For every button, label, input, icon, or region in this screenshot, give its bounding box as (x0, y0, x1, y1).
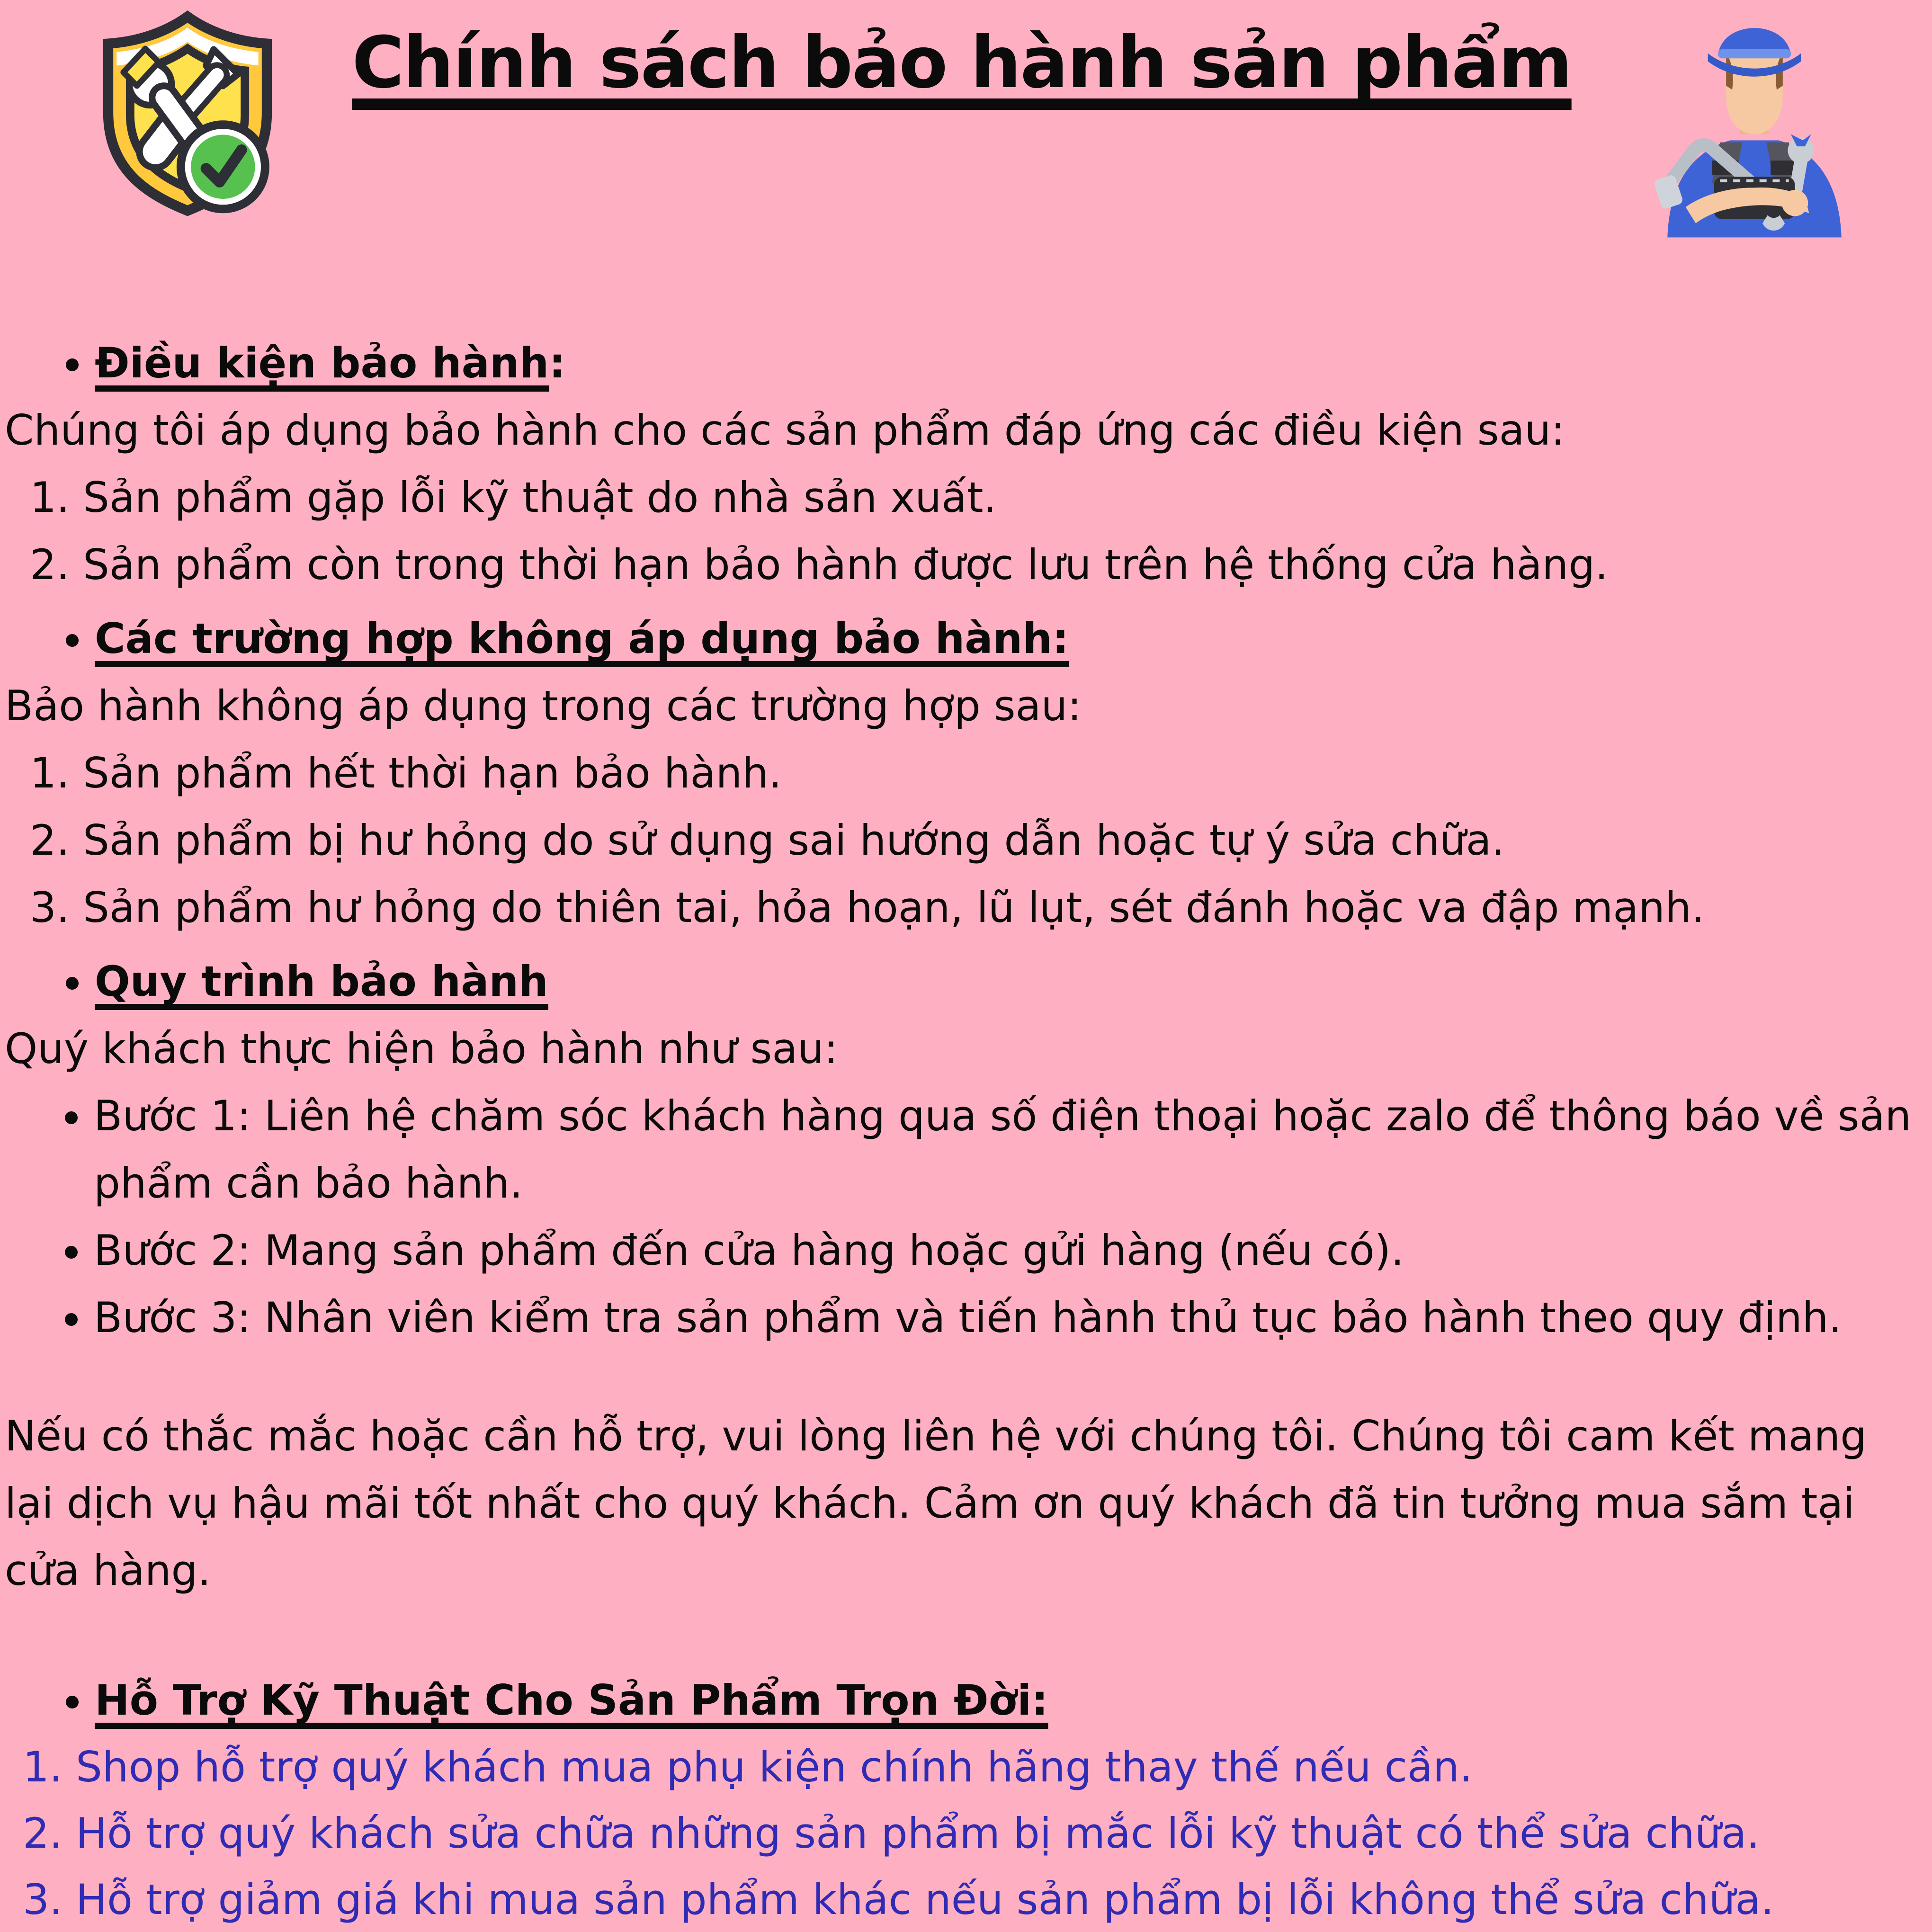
conditions-list (5, 464, 1924, 599)
list-item: 2. Sản phẩm còn trong thời hạn bảo hành được lưu trên hệ thống cửa hàng. (83, 531, 1924, 599)
list-item: 3. Sản phẩm hư hỏng do thiên tai, hỏa hoạn, lũ lụt, sét đánh hoặc va đập mạnh. (83, 874, 1924, 941)
conditions-intro: Chúng tôi áp dụng bảo hành cho các sản phẩm đáp ứng các điều kiện sau: (5, 406, 1565, 455)
policy-body (0, 330, 1932, 1932)
support-item: 3. Hỗ trợ giảm giá khi mua sản phẩm khác nếu sản phẩm bị lỗi không thể sửa chữa. (76, 1867, 1924, 1932)
closing-paragraph: Nếu có thắc mắc hoặc cần hỗ trợ, vui lòng liên hệ với chúng tôi. Chúng tôi cam kết mang lại dịch vụ hậu mãi tốt nhất cho quý khách. Cảm ơn quý khách đã tin tưởng mua sắm tại cửa hàng. (5, 1412, 1867, 1595)
step-item: • Bước 2: Mang sản phẩm đến cửa hàng hoặc gửi hàng (nếu có). (94, 1217, 1924, 1284)
heading-item (95, 330, 1924, 397)
heading-text: Quy trình bảo hành (95, 957, 548, 1006)
list-item: 2. Sản phẩm bị hư hỏng do sử dụng sai hướng dẫn hoặc tự ý sửa chữa. (83, 807, 1924, 874)
heading-text: Điều kiện bảo hành (95, 339, 549, 387)
heading-item (95, 948, 1924, 1015)
section-conditions-heading (5, 330, 1924, 397)
support-list (5, 1734, 1924, 1932)
heading-text: Các trường hợp không áp dụng bảo hành: (95, 614, 1069, 663)
page-title (280, 22, 1643, 104)
exclusions-list (5, 740, 1924, 941)
heading-item (95, 1667, 1924, 1734)
support-item: 1. Shop hỗ trợ quý khách mua phụ kiện chính hãng thay thế nếu cần. (76, 1734, 1924, 1800)
exclusions-intro: Bảo hành không áp dụng trong các trường hợp sau: (5, 681, 1082, 730)
list-item: 1. Sản phẩm hết thời hạn bảo hành. (83, 740, 1924, 807)
heading-item (95, 605, 1924, 672)
title-wrap (280, 22, 1643, 104)
mechanic-icon (1643, 9, 1866, 240)
process-steps (5, 1082, 1924, 1351)
shield-tools-check-icon (95, 9, 280, 221)
page-title-text: Chính sách bảo hành sản phẩm (352, 22, 1572, 104)
section-support-heading (5, 1667, 1924, 1734)
process-intro: Quý khách thực hiện bảo hành như sau: (5, 1024, 838, 1073)
header (0, 0, 1932, 240)
heading-text: Hỗ Trợ Kỹ Thuật Cho Sản Phẩm Trọn Đời: (95, 1676, 1048, 1725)
support-item: 2. Hỗ trợ quý khách sửa chữa những sản phẩm bị mắc lỗi kỹ thuật có thể sửa chữa. (76, 1800, 1924, 1867)
heading-colon: : (549, 339, 566, 387)
section-exclusions-heading (5, 605, 1924, 672)
section-process-heading (5, 948, 1924, 1015)
list-item: 1. Sản phẩm gặp lỗi kỹ thuật do nhà sản xuất. (83, 464, 1924, 531)
step-item: • Bước 3: Nhân viên kiểm tra sản phẩm và tiến hành thủ tục bảo hành theo quy định. (94, 1284, 1924, 1351)
step-item: • Bước 1: Liên hệ chăm sóc khách hàng qua số điện thoại hoặc zalo để thông báo về sản phẩm cần bảo hành. (94, 1082, 1924, 1217)
